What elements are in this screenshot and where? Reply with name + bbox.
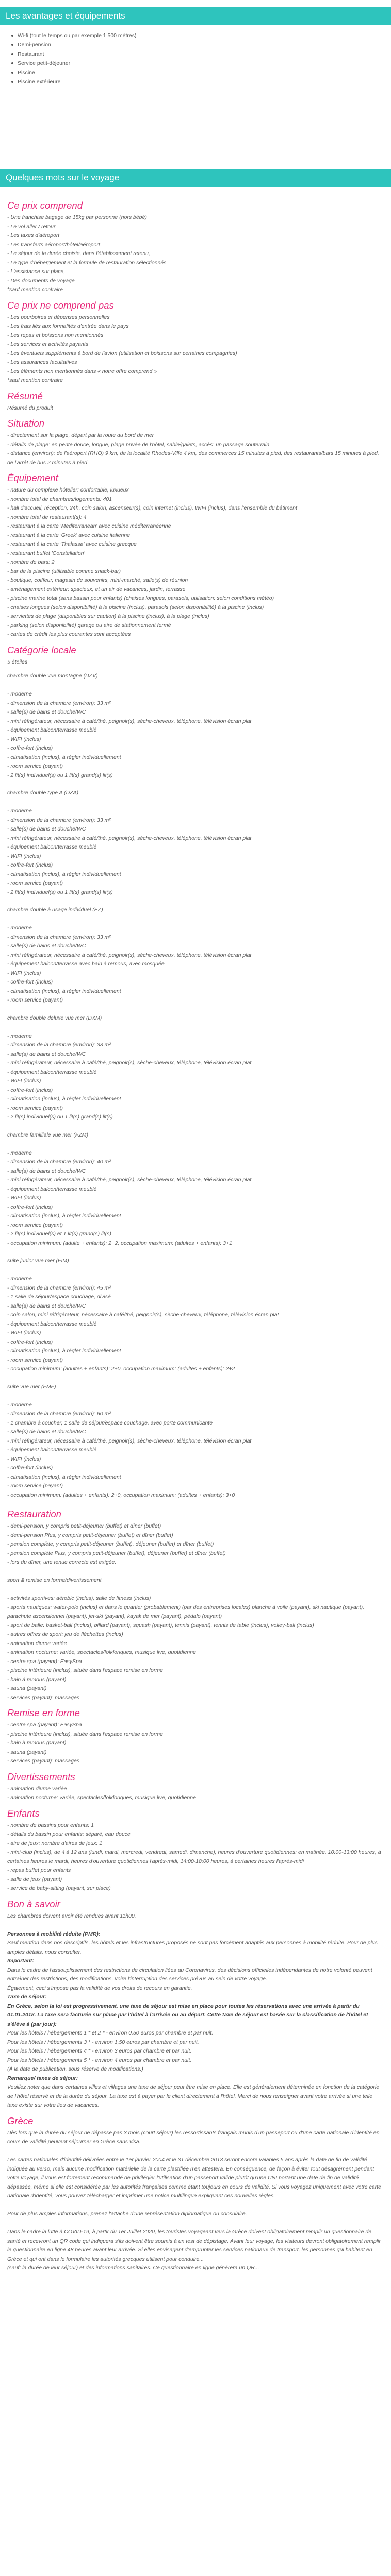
section-line: Sauf mention dans nos descriptifs, les hôtels et les infrastructures proposés ne sont pas forcément adaptés aux personnes à mobilité réduite. Pour de plus amples détails, nous consulter. (7, 1940, 378, 1955)
room-feature: - mini réfrigérateur, nécessaire à café/thé, peignoir(s), sèche-cheveux, téléphone, télévision écran plat (7, 835, 252, 841)
room-type (7, 1014, 384, 1122)
room-feature: - coffre-fort (inclus) (7, 1338, 53, 1345)
section-line: Également, ceci s'impose pas la validité de vos droits de recours en garantie. (7, 1985, 192, 1991)
room-feature: - équipement balcon/terrasse meublé (7, 1069, 97, 1075)
room-feature: - climatisation (inclus), à régler individuellement (7, 754, 121, 760)
section-line: - sport de balle: basket-ball (inclus), billard (payant), squash (payant), tennis (payant), tennis de table (inclus), volley-ball (inclus) (7, 1622, 314, 1629)
spacer (7, 1567, 384, 1577)
room-type-name: chambre double type A (DZA) (7, 790, 79, 796)
section-line: - Une franchise bagage de 15kg par personne (hors bébé) (7, 214, 147, 221)
room-type (7, 789, 384, 897)
section-title: Remise en forme (7, 1707, 80, 1718)
section-line: 5 étoiles (7, 658, 28, 665)
section-line: - nombre de bars: 2 (7, 559, 55, 565)
section-title: Enfants (7, 1807, 40, 1819)
section-line: Remarque/ taxes de séjour: (7, 2075, 78, 2081)
room-feature: - salle(s) de bains et douche/WC (7, 943, 86, 949)
room-feature: - room service (payant) (7, 997, 63, 1003)
section-line: Dans le cadre de l'assouplissement des restrictions de circulation liées au Coronavirus, des décisions officielles indépendantes de notre volonté peuvent entraîner des restrictions, des modifications, voire l'interruption des services prévus au sein de votre voyage. (7, 1967, 372, 1982)
section-line: - piscine intérieure (inclus), située dans l'espace remise en forme (7, 1667, 163, 1673)
room-type-name: chambre double deluxe vue mer (DXM) (7, 1014, 102, 1021)
room-type (7, 672, 384, 780)
amenities-list (0, 25, 391, 87)
section-line: - nombre total de chambres/logements: 401 (7, 496, 112, 502)
section-title: Équipement (7, 472, 58, 483)
room-type-name: chambre familliale vue mer (FZM) (7, 1131, 88, 1138)
section-line: - Les taxes d'aéroport (7, 232, 60, 239)
section-line: - pension complète, y compris petit-déjeuner (buffet), déjeuner (buffet) et dîner (buffet) (7, 1541, 214, 1547)
section-line: - restaurant à la carte 'Greek' avec cuisine italienne (7, 532, 131, 538)
room-feature: - dimension de la chambre (environ): 60 m² (7, 1411, 111, 1417)
section-ce-prix-comprend (7, 200, 384, 295)
section-line: - cartes de crédit les plus courantes sont acceptées (7, 631, 131, 637)
amenity-item: Restaurant (11, 49, 391, 59)
section-line: - Les éventuels suppléments à bord de l'avion (utilisation et boissons sur certaines compagnies) (7, 350, 237, 357)
amenities-banner: Les avantages et équipements (0, 7, 391, 25)
room-feature: - climatisation (inclus), à régler individuellement (7, 1348, 121, 1354)
section-line: - centre spa (payant): EasySpa (7, 1658, 82, 1665)
section-line: - boutique, coiffeur, magasin de souvenirs, mini-marché, salle(s) de réunion (7, 577, 188, 583)
room-type (7, 1257, 384, 1374)
room-feature: - WIFI (inclus) (7, 853, 41, 859)
section-line: (À la date de publication, sous réserve de modifications.) (7, 2066, 143, 2072)
section-line: - Les assurances facultatives (7, 359, 77, 365)
room-feature: - room service (payant) (7, 763, 63, 769)
amenity-item: Piscine (11, 68, 391, 77)
room-type-name: suite junior vue mer (FIM) (7, 1258, 69, 1264)
amenity-item: Demi-pension (11, 40, 391, 49)
section-line: - aménagement extérieur: spacieux, et un air de vacances, jardin, terrasse (7, 586, 186, 592)
section-line: - piscine marine total (sans bassin pour enfants) (chaises longues, parasols, utilisation: selon conditions météo) (7, 595, 274, 601)
section-line: - pension complète Plus, y compris petit-déjeuner (buffet), déjeuner (buffet) et dîner (buffet) (7, 1550, 226, 1556)
room-feature: - climatisation (inclus), à régler individuellement (7, 1213, 121, 1219)
room-type-name: suite vue mer (FMF) (7, 1383, 56, 1390)
section-line: - repas buffet pour enfants (7, 1867, 71, 1873)
room-feature: - mini réfrigérateur, nécessaire à café/thé, peignoir(s), sèche-cheveux, téléphone, télévision écran plat (7, 718, 252, 724)
section-line: - nombre total de restaurant(s): 4 (7, 514, 87, 520)
room-feature: - salle(s) de bains et douche/WC (7, 709, 86, 715)
section-line: En Grèce, selon la loi est progressivement, une taxe de séjour est mise en place pour toutes les réservations avec une arrivée à partir du 01.01.2018. La taxe sera facturée sur place par l'hôtel à l'arrivée ou au départ. Cette taxe de séjour est basée sur la classification de l'hôtel et s'élève à (par jour): (7, 2003, 368, 2027)
room-feature: - salle(s) de bains et douche/WC (7, 1167, 86, 1174)
room-feature: - 2 lit(s) individuel(s) ou 1 lit(s) grand(s) lit(s) (7, 889, 113, 895)
section-line: - sauna (payant) (7, 1749, 47, 1755)
section-line: - animation diurne variée (7, 1785, 67, 1792)
room-feature: - coffre-fort (inclus) (7, 1465, 53, 1471)
room-types (7, 672, 384, 1500)
room-feature: - coffre-fort (inclus) (7, 745, 53, 751)
room-feature: - 2 lit(s) individuel(s) ou 1 lit(s) grand(s) lit(s) (7, 1114, 113, 1120)
section-title: Grèce (7, 2115, 34, 2126)
room-feature: - room service (payant) (7, 880, 63, 886)
spacer (7, 2219, 384, 2228)
section-categorie-locale (7, 645, 384, 667)
room-feature: - coffre-fort (inclus) (7, 1204, 53, 1210)
section-remise-en-forme (7, 1707, 384, 1766)
room-feature: - équipement balcon/terrasse meublé (7, 1320, 97, 1327)
room-feature: - moderne (7, 808, 32, 814)
room-feature: - 2 lit(s) individuel(s) et 1 lit(s) grand(s) lit(s) (7, 1231, 111, 1237)
section-line: - hall d'accueil, réception, 24h, coin salon, ascenseur(s), coin internet (inclus), WIFI (inclus), dans l'ensemble du bâtiment (7, 505, 297, 511)
section-line: - bain à remous (payant) (7, 1740, 67, 1746)
section-line: - demi-pension, y compris petit-déjeuner (buffet) et dîner (buffet) (7, 1523, 161, 1529)
section-equipement (7, 472, 384, 639)
spacer (7, 2147, 384, 2156)
section-line: - chaises longues (selon disponibilité) à la piscine (inclus), parasols (selon disponibilité) à la piscine (inclus) (7, 604, 264, 611)
room-feature: - moderne (7, 691, 32, 697)
trip-info-banner: Quelques mots sur le voyage (0, 169, 391, 187)
section-line: - Le séjour de la durée choisie, dans l'établissement retenu, (7, 250, 150, 257)
section-line: - services (payant): massages (7, 1694, 80, 1701)
section-enfants (7, 1808, 384, 1893)
room-feature: - room service (payant) (7, 1357, 63, 1363)
room-feature: - room service (payant) (7, 1222, 63, 1228)
room-feature: - dimension de la chambre (environ): 33 m² (7, 934, 111, 940)
section-title: Ce prix comprend (7, 200, 83, 211)
section-line: - bar de la piscine (utilisable comme snack-bar) (7, 568, 121, 574)
section-line: - animation nocturne: variée, spectacles/folkloriques, musique live, quotidienne (7, 1794, 196, 1801)
section-line: - Les frais liés aux formalités d'entrée dans le pays (7, 323, 129, 329)
section-grece (7, 2115, 384, 2273)
room-feature: - WIFI (inclus) (7, 1078, 41, 1084)
section-line: - Les transferts aéroport/hôtel/aéroport (7, 241, 100, 248)
room-feature: - WIFI (inclus) (7, 736, 41, 742)
section-line: - lors du dîner, une tenue correcte est exigée. (7, 1559, 117, 1565)
spacer (7, 1585, 384, 1595)
spacer (7, 2201, 384, 2210)
room-feature: - room service (payant) (7, 1105, 63, 1111)
section-line: - animation diurne variée (7, 1640, 67, 1647)
section-line: - piscine intérieure (inclus), située dans l'espace remise en forme (7, 1731, 163, 1737)
room-feature: - équipement balcon/terrasse meublé (7, 844, 97, 850)
spacer (7, 798, 384, 807)
room-feature: - WIFI (inclus) (7, 1195, 41, 1201)
section-title: Situation (7, 418, 44, 429)
room-type (7, 1383, 384, 1500)
section-line: - Les services et activités payants (7, 341, 88, 347)
spacer (7, 1140, 384, 1149)
room-feature: - climatisation (inclus), à régler individuellement (7, 871, 121, 877)
room-feature: - salle(s) de bains et douche/WC (7, 1302, 86, 1309)
section-line: - bain à remous (payant) (7, 1676, 67, 1683)
section-line: - aire de jeux: nombre d'aires de jeux: 1 (7, 1840, 103, 1846)
section-situation (7, 418, 384, 467)
section-line: - nature du complexe hôtelier: confortable, luxueux (7, 487, 129, 493)
room-feature: - dimension de la chambre (environ): 33 m² (7, 1042, 111, 1048)
section-line: Pour les hôtels / hébergements 5 * - environ 4 euros par chambre et par nuit. (7, 2057, 192, 2063)
room-feature: - 1 salle de séjour/espace couchage, divisé (7, 1294, 111, 1300)
room-feature: - 1 chambre à coucher, 1 salle de séjour/espace couchage, avec porte communicante (7, 1419, 213, 1426)
room-feature: - moderne (7, 1032, 32, 1039)
section-line: Pour les hôtels / hébergements 3 * - environ 1,50 euros par chambre et par nuit. (7, 2039, 199, 2045)
room-feature: - équipement balcon/terrasse avec bain à remous, avec mosquée (7, 961, 165, 967)
room-type-name: chambre double à usage individuel (EZ) (7, 907, 103, 913)
room-feature: - équipement balcon/terrasse meublé (7, 1185, 97, 1192)
section-title: Bon à savoir (7, 1898, 60, 1909)
section-line: Dans le cadre la lutte à COVID-19, à partir du 1er Juillet 2020, les touristes voyageant vers la Grèce doivent obligatoirement remplir un questionnaire de santé et recevront un QR code qui indiquera s'ils doivent être soumis à un test de dépistage. Avant leur voyage, les visiteurs devront obligatoirement remplir le questionnaire en ligne 48 heures avant leur arrivée. Si elles envisagent d'emprunter les services nationaux de transport, les personnes qui habitent en Grèce et qui ont dans le formulaire les autorités grecques utilisent pour conduire... (7, 2229, 381, 2262)
room-feature: - climatisation (inclus), à régler individuellement (7, 988, 121, 994)
spacer (7, 915, 384, 924)
sections-part-2 (7, 1509, 384, 2273)
room-feature: - mini réfrigérateur, nécessaire à café/thé, peignoir(s), sèche-cheveux, téléphone, télévision écran plat (7, 1437, 252, 1444)
room-feature: - moderne (7, 1276, 32, 1282)
spacer (7, 1023, 384, 1032)
sections-part-1 (7, 200, 384, 667)
section-title: Divertissements (7, 1771, 75, 1782)
room-feature: - occupation minimum: (adultes + enfants): 2+0, occupation maximum: (adultes + enfants): 2+2 (7, 1366, 235, 1372)
room-feature: - moderne (7, 925, 32, 931)
section-line: - centre spa (payant): EasySpa (7, 1722, 82, 1728)
section-line: sport & remise en forme/divertissement (7, 1577, 102, 1583)
room-feature: - climatisation (inclus), à régler individuellement (7, 1473, 121, 1480)
trip-info-content (0, 187, 391, 2273)
section-title: Résumé (7, 390, 43, 401)
section-line: Important: (7, 1958, 34, 1964)
section-line: - animation nocturne: variée, spectacles/folkloriques, musique live, quotidienne (7, 1649, 196, 1655)
room-feature: - climatisation (inclus), à régler individuellement (7, 1096, 121, 1102)
section-line: Taxe de séjour: (7, 1994, 47, 2000)
room-type (7, 1131, 384, 1248)
room-feature: - coffre-fort (inclus) (7, 979, 53, 985)
section-divertissements (7, 1771, 384, 1803)
room-feature: - dimension de la chambre (environ): 33 m² (7, 817, 111, 823)
section-line: - Les éléments non mentionnés dans « notre offre comprend » (7, 368, 157, 375)
room-feature: - coin salon, mini réfrigérateur, nécessaire à café/thé, peignoir(s), sèche-cheveux, téléphone, télévision écran plat (7, 1312, 279, 1318)
section-line: - Le type d'hébergement et la formule de restauration sélectionnés (7, 259, 167, 266)
section-line: - directement sur la plage, départ par la route du bord de mer (7, 432, 154, 438)
section-line: - services (payant): massages (7, 1758, 80, 1764)
room-feature: - occupation minimum: (adultes + enfants): 2+0, occupation maximum: (adultes + enfants): 3+0 (7, 1492, 235, 1498)
spacer (7, 681, 384, 690)
room-feature: - WIFI (inclus) (7, 970, 41, 976)
section-line: Veuillez noter que dans certaines villes et villages une taxe de séjour peut être mise en place. Elle est généralement déterminée en fonction de la catégorie de l'hôtel réservé et de la durée du séjour. La taxe est à payer par le client directement à l'hôtel. Merci de nous renseigner avant votre arrivée si une telle taxe existe sur votre lieu de vacances. (7, 2084, 380, 2108)
section-line: - salle de jeux (payant) (7, 1876, 62, 1883)
section-line: Pour les hôtels / hébergements 4 * - environ 3 euros par chambre et par nuit. (7, 2048, 192, 2054)
room-type-name: chambre double vue montagne (DZV) (7, 673, 98, 679)
room-feature: - équipement balcon/terrasse meublé (7, 1447, 97, 1453)
room-feature: - WIFI (inclus) (7, 1330, 41, 1336)
section-line: - serviettes de plage (disponibles sur caution) à la piscine (inclus), à la plage (inclus) (7, 613, 209, 619)
section-title: Restauration (7, 1509, 61, 1519)
room-feature: - mini réfrigérateur, nécessaire à café/thé, peignoir(s), sèche-cheveux, téléphone, télévision écran plat (7, 952, 252, 958)
section-ce-prix-ne-comprend-pas (7, 300, 384, 385)
spacer (7, 1266, 384, 1275)
section-line: - restaurant à la carte 'Thalassa' avec cuisine grecque (7, 541, 137, 547)
room-feature: - 2 lit(s) individuel(s) ou 1 lit(s) grand(s) lit(s) (7, 772, 113, 778)
section-line: Les cartes nationales d'identité délivrées entre le 1er janvier 2004 et le 31 décembre 2013 seront encore valables 5 ans après la date de fin de validité indiquée au verso, mais aucune modification matérielle de la carte plastifiée n'en attestera. En conséquence, de façon à éviter tout désagrément pendant votre voyage, il vous est fortement recommandé de privilégier l'utilisation d'un passeport valide plutôt qu'une CNI portant une date de fin de validité dépassée, même si elle est considérée par les autorités françaises comme étant toujours en cours de validité. Si vous voyagez uniquement avec votre carte nationale d'identité, vous pouvez télécharger et imprimer une notice multilingue expliquant ces nouvelles règles. (7, 2157, 381, 2199)
room-feature: - dimension de la chambre (environ): 40 m² (7, 1159, 111, 1165)
page (0, 7, 391, 2294)
room-feature: - équipement balcon/terrasse meublé (7, 727, 97, 733)
room-feature: - mini réfrigérateur, nécessaire à café/thé, peignoir(s), sèche-cheveux, téléphone, télévision écran plat (7, 1060, 252, 1066)
section-line: Les chambres doivent avoir été rendues avant 11h00. (7, 1912, 136, 1919)
section-line: - Des documents de voyage (7, 277, 75, 284)
section-line: - sports nautiques: water-polo (inclus) et dans le quartier (probablement) (par des entreprises locales) planche à voile (payant), ski nautique (payant), parachute ascensionnel (payant), jet-ski (payant), kayak de mer (payant), pédalo (payant) (7, 1604, 364, 1619)
section-line: - détails du bassin pour enfants: séparé, eau douce (7, 1831, 131, 1837)
section-line: - L'assistance sur place, (7, 268, 66, 275)
section-line: - service de baby-sitting (payant, sur place) (7, 1885, 111, 1891)
section-line: - Le vol aller / retour (7, 223, 56, 230)
section-line: *sauf mention contraire (7, 377, 63, 383)
section-line: Personnes à mobilité réduite (PMR): (7, 1930, 101, 1937)
room-feature: - moderne (7, 1149, 32, 1156)
room-feature: - salle(s) de bains et douche/WC (7, 1050, 86, 1057)
section-line: - autres offres de sport: jeu de fléchettes (inclus) (7, 1631, 123, 1637)
room-feature: - room service (payant) (7, 1483, 63, 1489)
section-line: - activités sportives: aérobic (inclus), salle de fitness (inclus) (7, 1595, 151, 1601)
room-feature: - occupation minimum: (adulte + enfants): 2+2, occupation maximum: (adultes + enfants): 3+1 (7, 1240, 232, 1246)
section-line: - mini-club (inclus), de 4 à 12 ans (lundi, mardi, mercredi, vendredi, samedi, dimanche), heures d'ouverture quotidiennes: en matinée, 10:00-13:00 heures, à certaines heures le mardi, heures d'ouverture quotidiennes l'après-midi, 14:00-18:00 heures, à certaines heures l'après-midi (7, 1849, 381, 1865)
spacer (7, 1921, 384, 1930)
room-feature: - coffre-fort (inclus) (7, 1087, 53, 1093)
section-line: - Les repas et boissons non mentionnés (7, 332, 104, 338)
room-feature: - salle(s) de bains et douche/WC (7, 1429, 86, 1435)
spacer (7, 1392, 384, 1401)
amenity-item: Piscine extérieure (11, 77, 391, 87)
section-line: *sauf mention contraire (7, 286, 63, 293)
room-feature: - moderne (7, 1401, 32, 1408)
section-line: (sauf: la durée de leur séjour) et des informations sanitaires. Ce questionnaire en ligne générera un QR... (7, 2265, 259, 2271)
section-line: - détails de plage: en pente douce, longue, plage privée de l'hôtel, sable/galets, accès: un passage souterrain (7, 441, 270, 448)
room-feature: - dimension de la chambre (environ): 33 m² (7, 700, 111, 706)
section-line: Résumé du produit (7, 404, 53, 411)
section-line: - restaurant à la carte 'Mediterranean' avec cuisine méditerranéenne (7, 523, 171, 529)
section-line: - nombre de bassins pour enfants: 1 (7, 1822, 94, 1828)
room-feature: - coffre-fort (inclus) (7, 862, 53, 868)
section-line: Dès lors que la durée du séjour ne dépasse pas 3 mois (court séjour) les ressortissants français munis d'un passeport ou d'une carte nationale d'identité en cours de validité peuvent séjourner en Grèce sans visa. (7, 2129, 380, 2145)
section-line: - demi-pension Plus, y compris petit-déjeuner (buffet) et dîner (buffet) (7, 1532, 173, 1538)
section-restauration (7, 1509, 384, 1702)
room-feature: - mini réfrigérateur, nécessaire à café/thé, peignoir(s), sèche-cheveux, téléphone, télévision écran plat (7, 1177, 252, 1183)
room-type (7, 906, 384, 1005)
section-bon-a-savoir (7, 1899, 384, 2110)
room-feature: - salle(s) de bains et douche/WC (7, 826, 86, 832)
section-line: - parking (selon disponibilité) garage ou aire de stationnement fermé (7, 622, 171, 629)
section-line: Pour de plus amples informations, prenez l'attache d'une représentation diplomatique ou consulaire. (7, 2211, 247, 2217)
section-title: Catégorie locale (7, 644, 76, 655)
room-feature: - dimension de la chambre (environ): 45 m² (7, 1284, 111, 1291)
section-title: Ce prix ne comprend pas (7, 299, 114, 311)
section-resume (7, 391, 384, 413)
section-line: - restaurant buffet 'Constellation' (7, 550, 85, 556)
room-feature: - WIFI (inclus) (7, 1455, 41, 1462)
amenity-item: Wi-fi (tout le temps ou par exemple 1 500 mètres) (11, 31, 391, 40)
section-line: - Les pourboires et dépenses personnelles (7, 314, 110, 320)
section-line: - distance (environ): de l'aéroport (RHO) 9 km, de la localité Rhodes-Ville 4 km, des commerces 15 minutes à pied, des restaurants/bars 15 minutes à pied, de l'arrêt de bus 2 minutes à pied (7, 450, 379, 466)
amenity-item: Service petit-déjeuner (11, 59, 391, 68)
section-line: - sauna (payant) (7, 1685, 47, 1691)
section-line: Pour les hôtels / hébergements 1 * et 2 * - environ 0,50 euros par chambre et par nuit. (7, 2030, 214, 2036)
